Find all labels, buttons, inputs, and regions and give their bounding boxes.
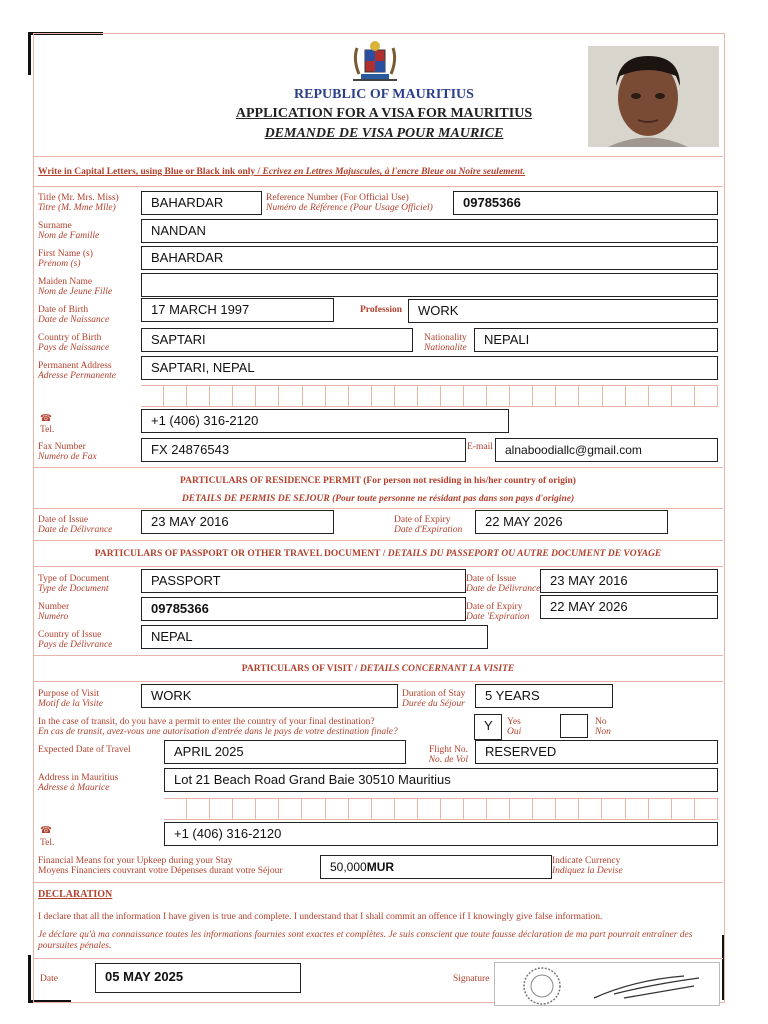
tel-label: Tel. bbox=[40, 425, 55, 435]
profession-field[interactable]: WORK bbox=[408, 299, 718, 323]
reference-field[interactable]: 09785366 bbox=[453, 191, 718, 215]
doc-expiry-label: Date of Expiry Date 'Expiration bbox=[466, 602, 530, 622]
instruction-text: Write in Capital Letters, using Blue or Black ink only / Ecrivez en Lettres Majuscules, à l'encre Bleue ou Noire seulement. bbox=[38, 167, 526, 177]
travel-date-label: Expected Date of Travel bbox=[38, 745, 131, 755]
address-grid bbox=[141, 385, 718, 407]
yes-label: Yes Oui bbox=[507, 717, 522, 737]
number-label: Number Numéro bbox=[38, 602, 70, 622]
email-field[interactable]: alnaboodiallc@gmail.com bbox=[495, 438, 718, 462]
tel-field[interactable]: +1 (406) 316-2120 bbox=[141, 409, 509, 433]
dob-label: Date of Birth Date de Naissance bbox=[38, 305, 110, 325]
flight-label: Flight No. No. de Vol bbox=[428, 745, 468, 765]
surname-label: Surname Nom de Famille bbox=[38, 221, 100, 241]
country-issue-label: Country of Issue Pays de Délivrance bbox=[38, 630, 113, 650]
residence-section-title-fr: DETAILS DE PERMIS DE SEJOUR (Pour toute personne ne résidant pas dans son pays d'origine) bbox=[181, 494, 575, 504]
title-field[interactable]: BAHARDAR bbox=[141, 191, 262, 215]
duration-label: Duration of Stay Durée du Séjour bbox=[402, 689, 466, 709]
passport-section-title: PARTICULARS OF PASSPORT OR OTHER TRAVEL DOCUMENT / DETAILS DU PASSEPORT OU AUTRE DOCUMENT DE VOYAGE bbox=[94, 549, 662, 559]
purpose-label: Purpose of Visit Motif de la Visite bbox=[38, 689, 103, 709]
financial-label: Financial Means for your Upkeep during your Stay Moyens Financiers couvrant votre Dépenses durant votre Séjour bbox=[38, 856, 283, 876]
purpose-field[interactable]: WORK bbox=[141, 684, 398, 708]
phone-icon-2: ☎ bbox=[40, 826, 52, 836]
tel-mu-field[interactable]: +1 (406) 316-2120 bbox=[164, 822, 718, 846]
travel-date-field[interactable]: APRIL 2025 bbox=[164, 740, 406, 764]
coat-of-arms-icon bbox=[347, 40, 403, 84]
first-name-field[interactable]: BAHARDAR bbox=[141, 246, 718, 270]
no-label: No Non bbox=[595, 717, 611, 737]
currency-label: Indicate Currency Indiquez la Devise bbox=[552, 856, 623, 876]
transit-question: In the case of transit, do you have a permit to enter the country of your final destination? En cas de transit, avez-vous une autorisation d'entrée dans le pays de votre destination finale? bbox=[38, 717, 398, 737]
transit-yes-box[interactable]: Y bbox=[474, 714, 502, 740]
res-issue-label: Date of Issue Date de Délivrance bbox=[38, 515, 113, 535]
transit-no-box[interactable] bbox=[560, 714, 588, 738]
signature-label: Signature bbox=[453, 974, 490, 984]
application-title-fr: DEMANDE DE VISA POUR MAURICE bbox=[264, 126, 504, 141]
address-mu-field[interactable]: Lot 21 Beach Road Grand Baie 30510 Mauritius bbox=[164, 768, 718, 792]
res-expiry-label: Date of Expiry Date d'Expiration bbox=[394, 515, 463, 535]
tel-mu-label: Tel. bbox=[40, 838, 55, 848]
phone-icon: ☎ bbox=[40, 414, 52, 424]
declaration-title: DECLARATION bbox=[38, 889, 113, 900]
visit-section-title: PARTICULARS OF VISIT / DETAILS CONCERNANT LA VISITE bbox=[241, 664, 515, 674]
doc-type-field[interactable]: PASSPORT bbox=[141, 569, 466, 593]
applicant-photo bbox=[588, 46, 719, 147]
nationality-label: Nationality Nationalite bbox=[424, 333, 467, 353]
fax-label: Fax Number Numéro de Fax bbox=[38, 442, 97, 462]
fax-field[interactable]: FX 24876543 bbox=[141, 438, 466, 462]
notary-stamp bbox=[494, 962, 720, 1006]
nationality-field[interactable]: NEPALI bbox=[474, 328, 718, 352]
country-birth-field[interactable]: SAPTARI bbox=[141, 328, 413, 352]
res-expiry-field[interactable]: 22 MAY 2026 bbox=[475, 510, 668, 534]
declaration-text-fr: Je déclare qu'à ma connaissance toutes les informations fournies sont exactes et complètes. Je suis conscient que toute fausse déclaration de ma part pourrait entraîner des poursuites pénales. bbox=[38, 930, 693, 951]
profession-label: Profession bbox=[360, 305, 403, 315]
address-mu-grid bbox=[164, 798, 718, 820]
doc-expiry-field[interactable]: 22 MAY 2026 bbox=[540, 595, 718, 619]
perm-address-label: Permanent Address Adresse Permanente bbox=[38, 361, 116, 381]
doc-type-label: Type of Document Type de Document bbox=[38, 574, 110, 594]
financial-field[interactable]: 50,000MUR bbox=[320, 855, 552, 879]
maiden-name-label: Maiden Name Nom de Jeune Fille bbox=[38, 277, 113, 297]
doc-issue-label: Date of Issue Date de Délivrance bbox=[466, 574, 541, 594]
dob-field[interactable]: 17 MARCH 1997 bbox=[141, 298, 334, 322]
residence-section-title: PARTICULARS OF RESIDENCE PERMIT (For person not residing in his/her country of origin) bbox=[180, 476, 576, 486]
declaration-text: I declare that all the information I have given is true and complete. I understand that I shall commit an offence if I knowingly give false information. bbox=[38, 912, 603, 922]
country-issue-field[interactable]: NEPAL bbox=[141, 625, 488, 649]
passport-number-field[interactable]: 09785366 bbox=[141, 597, 466, 621]
republic-title: REPUBLIC OF MAURITIUS bbox=[294, 87, 474, 102]
date-field[interactable]: 05 MAY 2025 bbox=[95, 963, 301, 993]
surname-field[interactable]: NANDAN bbox=[141, 219, 718, 243]
perm-address-field[interactable]: SAPTARI, NEPAL bbox=[141, 356, 718, 380]
application-title: APPLICATION FOR A VISA FOR MAURITIUS bbox=[235, 106, 533, 121]
doc-issue-field[interactable]: 23 MAY 2016 bbox=[540, 569, 718, 593]
flight-field[interactable]: RESERVED bbox=[475, 740, 718, 764]
duration-field[interactable]: 5 YEARS bbox=[475, 684, 613, 708]
title-label: Title (Mr. Mrs. Miss) Titre (M. Mme Mlle) bbox=[38, 193, 119, 213]
reference-label: Reference Number (For Official Use) Numéro de Référence (Pour Usage Officiel) bbox=[266, 193, 433, 213]
address-mu-label: Address in Mauritius Adresse à Maurice bbox=[38, 773, 119, 793]
date-label: Date bbox=[40, 974, 58, 984]
maiden-name-field[interactable] bbox=[141, 273, 718, 297]
res-issue-field[interactable]: 23 MAY 2016 bbox=[141, 510, 334, 534]
first-name-label: First Name (s) Prénom (s) bbox=[38, 249, 93, 269]
country-birth-label: Country of Birth Pays de Naissance bbox=[38, 333, 110, 353]
email-label: E-mail bbox=[467, 442, 493, 452]
